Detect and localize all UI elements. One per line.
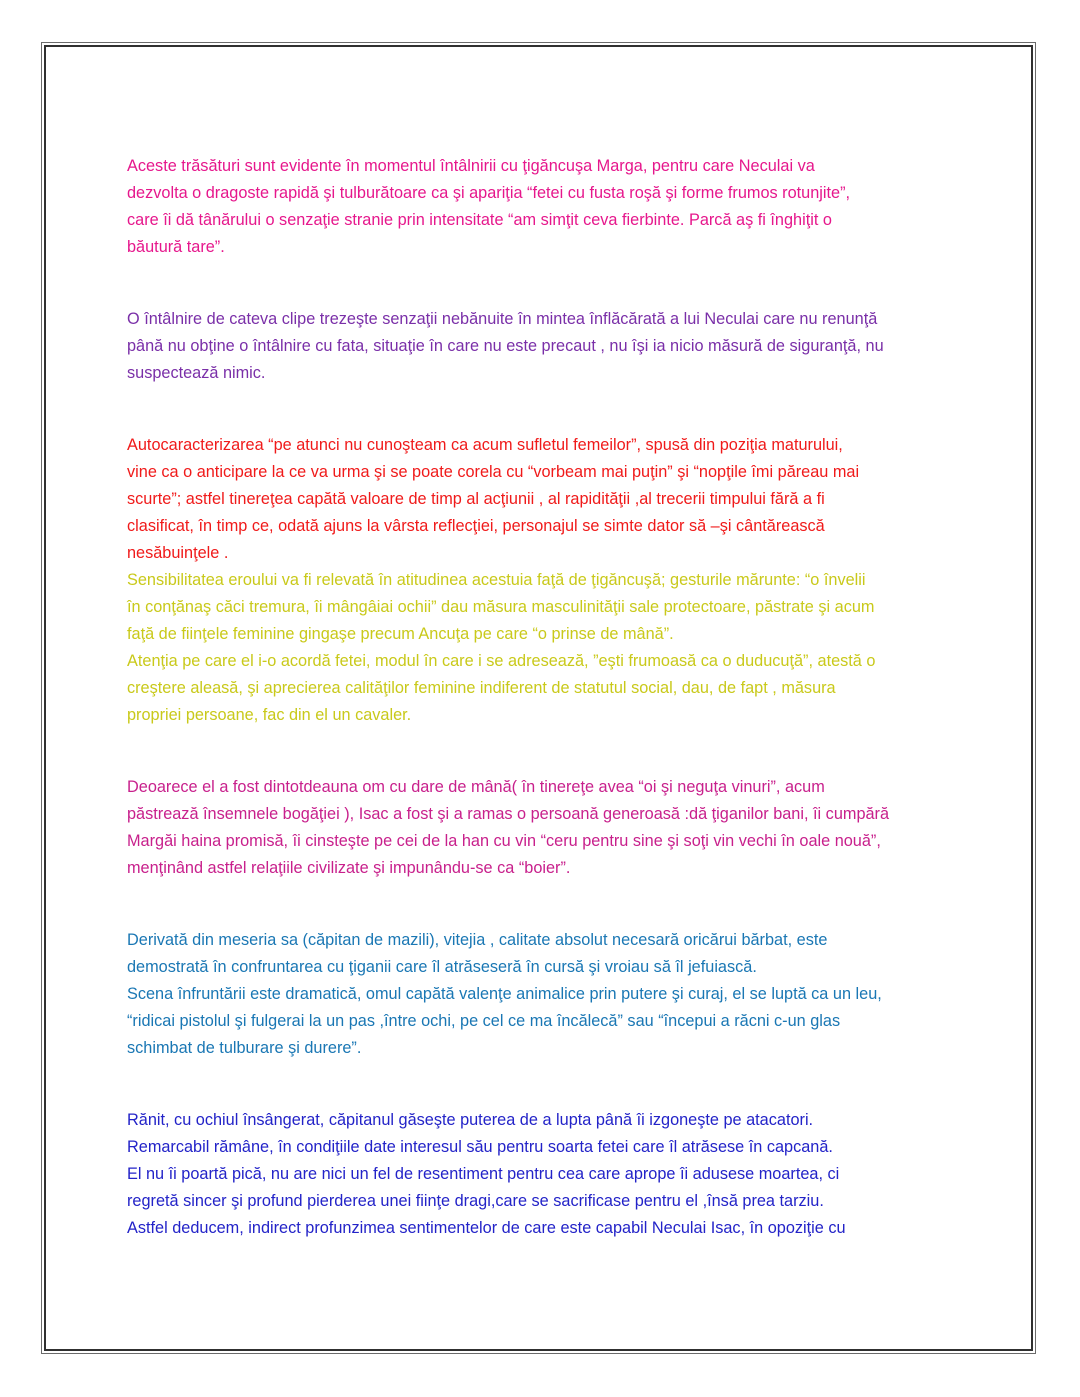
paragraph-spacer [127, 387, 957, 432]
paragraph-wounded-captain [127, 1107, 957, 1242]
text-line: menţinând astfel relaţiile civilizate şi impunându-se ca “boier”. [127, 859, 571, 877]
text-line: în conţănaş căci tremura, îi mângâiai ochii” dau măsura masculinităţii sale protectoare, păstrate şi acum [127, 598, 875, 616]
text-line: Remarcabil rămâne, în condiţiile date interesul său pentru soarta fetei care îl atrăsese în capcană. [127, 1138, 833, 1156]
text-line: Astfel deducem, indirect profunzimea sentimentelor de care este capabil Neculai Isac, în opoziţie cu [127, 1219, 846, 1237]
text-line: faţă de fiinţele feminine gingaşe precum Ancuţa pe care “o prinse de mână”. [127, 625, 674, 643]
text-line: scurte”; astfel tinereţea capătă valoare de timp al acţiunii , al rapidităţii ,al trecerii timpului fără a fi [127, 490, 825, 508]
paragraph-bravery [127, 927, 957, 1062]
paragraph-sensitivity [127, 567, 957, 729]
text-line: demostrată în confruntarea cu ţiganii care îl atrăseseră în cursă şi vroiau să îl jefuiască. [127, 958, 757, 976]
text-line: “ridicai pistolul şi fulgerai la un pas ,între ochi, pe cel ce ma încălecă” sau “începui a răcni c-un glas [127, 1012, 841, 1030]
text-line: Rănit, cu ochiul însângerat, căpitanul găseşte puterea de a lupta până îi izgoneşte pe atacatori. [127, 1111, 814, 1129]
text-line: păstrează însemnele bogăţiei ), Isac a fost şi a ramas o persoană generoasă :dă ţiganilor bani, îi cumpără [127, 805, 890, 823]
text-line: Atenţia pe care el i-o acordă fetei, modul în care i se adresează, ”eşti frumoasă ca o duducuţă”, atestă o [127, 652, 876, 670]
document-body [127, 153, 957, 1242]
text-line: dezvolta o dragoste rapidă şi tulburătoare ca şi apariţia “fetei cu fusta roşă şi forme frumos rotunjite”, [127, 184, 851, 202]
text-line: nesăbuinţele . [127, 544, 229, 562]
paragraph-generosity [127, 774, 957, 882]
text-line: Sensibilitatea eroului va fi relevată în atitudinea acestuia faţă de ţigăncuşă; gesturile mărunte: “o învelii [127, 571, 866, 589]
text-line: suspectează nimic. [127, 364, 266, 382]
text-line: băutură tare”. [127, 238, 225, 256]
text-line: O întâlnire de cateva clipe trezeşte senzaţii nebănuite în mintea înflăcărată a lui Neculai care nu renunţă [127, 310, 878, 328]
text-line: până nu obţine o întâlnire cu fata, situaţie în care nu este precaut , nu îşi ia nicio măsură de siguranţă, nu [127, 337, 884, 355]
text-line: regretă sincer şi profund pierderea unei fiinţe dragi,care se sacrificase pentru el ,însă prea tarziu. [127, 1192, 824, 1210]
text-line: Aceste trăsături sunt evidente în momentul întâlnirii cu ţigăncuşa Marga, pentru care Neculai va [127, 157, 815, 175]
text-line: Autocaracterizarea “pe atunci nu cunoşteam ca acum sufletul femeilor”, spusă din poziţia maturului, [127, 436, 843, 454]
text-line: creştere aleasă, şi aprecierea calităţilor feminine indiferent de statutul social, dau, de fapt , măsura [127, 679, 836, 697]
text-line: clasificat, în timp ce, odată ajuns la vârsta reflecţiei, personajul se simte dator să –şi cântărească [127, 517, 825, 535]
paragraph-marga-encounter [127, 153, 957, 261]
text-line: El nu îi poartă pică, nu are nici un fel de resentiment pentru cea care aprope îi adusese moartea, ci [127, 1165, 840, 1183]
paragraph-spacer [127, 729, 957, 774]
text-line: Deoarece el a fost dintotdeauna om cu dare de mână( în tinereţe avea “oi şi neguţa vinuri”, acum [127, 778, 825, 796]
text-line: propriei persoane, fac din el un cavaler. [127, 706, 412, 724]
paragraph-self-characterization [127, 432, 957, 567]
text-line: Scena înfruntării este dramatică, omul capătă valenţe animalice prin putere şi curaj, el se luptă ca un leu, [127, 985, 882, 1003]
paragraph-brief-meeting [127, 306, 957, 387]
text-line: Margăi haina promisă, îi cinsteşte pe cei de la han cu vin “ceru pentru sine şi soţi vin vechi în oale nouă”, [127, 832, 881, 850]
paragraph-spacer [127, 1062, 957, 1107]
text-line: vine ca o anticipare la ce va urma şi se poate corela cu “vorbeam mai puţin” şi “nopţile îmi păreau mai [127, 463, 860, 481]
text-line: schimbat de tulburare şi durere”. [127, 1039, 362, 1057]
text-line: care îi dă tânărului o senzaţie stranie prin intensitate “am simţit ceva fierbinte. Parcă aş fi înghiţit o [127, 211, 832, 229]
paragraph-spacer [127, 882, 957, 927]
text-line: Derivată din meseria sa (căpitan de mazili), vitejia , calitate absolut necesară oricărui bărbat, este [127, 931, 828, 949]
paragraph-spacer [127, 261, 957, 306]
